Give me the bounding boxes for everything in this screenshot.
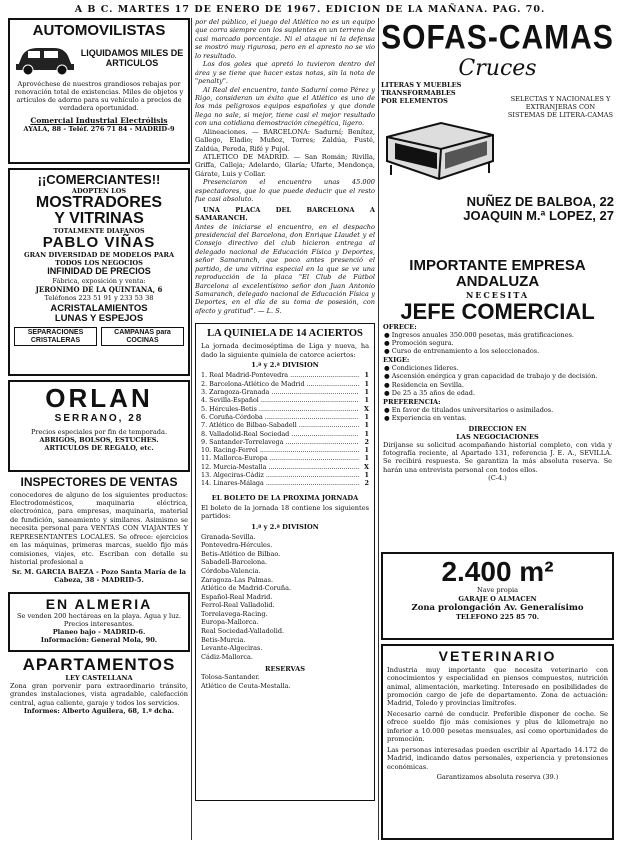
ad-crystal2: LUNAS Y ESPEJOS (54, 313, 144, 325)
ad-address: Sr. M. GARCIA BAEZA - Pozo Santa María de la Cabeza, 38 - MADRID-5. (11, 567, 187, 584)
reserve-match: Tolosa-Santander. (201, 673, 260, 682)
next-match: Cádiz-Mallorca. (201, 652, 253, 661)
quiniela-row (201, 396, 369, 404)
next-match: Levante-Algeciras. (201, 644, 263, 653)
reserve-match: Atlético de Ceuta-Mestalla. (201, 681, 291, 690)
bullet-item: ● En favor de titulados universitarios o asimilados. (384, 405, 554, 414)
bullet-item: ● Promoción segura. (384, 339, 454, 348)
ad-line2: POR ELEMENTOS (381, 96, 448, 105)
quiniela-match: 7. Atlético de Bilbao-Sabadell ..... (201, 421, 359, 429)
quiniela-match: 1. Real Madrid-Pontevedra ..... (201, 371, 359, 379)
quiniela-sign: 1 (364, 371, 369, 380)
article-p1: por del público, el juego del Atlético no es un equipo que corra siempre con los suplentes en un terreno de casi marcado porcentaje. Ni el ataque ni la defensa se mostró muy rigurosa, pero en el apresto no se vio lo resultado. (195, 18, 375, 60)
next-match: Córdoba-Valencia. (201, 566, 261, 575)
next-matches (201, 533, 369, 662)
article-p3: Al Real del encuentro, tanto Sadurní como Pérez y Rigo, consideran un éxito que el Atlético es uno de los más peligrosos equipos españoles y que donde llega no sale, si mejor, tiene casi el mejor resultado con una cotidiana demostración cinegética, ligero. (195, 85, 375, 128)
quiniela-sign: 1 (364, 429, 369, 438)
ad-addr1: NUÑEZ DE BALBOA, 22 (466, 194, 614, 210)
ad-title: 2.400 m² (441, 556, 554, 587)
ad-automovilistas (8, 18, 190, 164)
ad-title: APARTAMENTOS (22, 655, 176, 674)
quiniela-sign: X (364, 462, 369, 471)
ad-company: Comercial Industrial Electrólisis (30, 115, 168, 125)
next-title: EL BOLETO DE LA PROXIMA JORNADA (211, 493, 359, 502)
req-list (383, 364, 612, 398)
ad-crystal: ACRISTALAMIENTOS (50, 303, 148, 315)
next-match: Real Sociedad-Valladolid. (201, 627, 285, 636)
next-match: Betis-Atlético de Bilbao. (201, 549, 281, 558)
ad-info: Información: General Mola, 90. (40, 636, 158, 645)
quiniela-row (201, 446, 369, 454)
quiniela-sign: 1 (364, 421, 369, 430)
next-match: Español-Real Madrid. (201, 592, 273, 601)
ad-plan: Planeo bajo - MADRID-6. (52, 628, 146, 637)
ad-address: AYALA, 88 - Teléf. 276 71 84 - MADRID-9 (23, 124, 175, 133)
quiniela-match: 11. Mallorca-Europa ..... (201, 454, 359, 462)
quiniela-match: 8. Valladolid-Real Sociedad ..... (201, 430, 359, 438)
ad-title: INSPECTORES DE VENTAS (20, 475, 178, 489)
offer-label: OFRECE: (383, 322, 417, 331)
next-match: Torrelavega-Racing. (201, 609, 268, 618)
bullet-item: ● Ingresos anuales 350.000 pesetas, más gratificaciones. (384, 330, 574, 339)
column-article (195, 18, 375, 801)
ad-sub: LEY CASTELLANA (65, 673, 133, 682)
next-match: Europa-Mallorca. (201, 618, 259, 627)
ad-title: IMPORTANTE EMPRESA ANDALUZA (409, 257, 586, 290)
car-icon (14, 42, 76, 76)
ad-sub: Nave propia (476, 586, 519, 595)
ad-phone: TELEFONO 225 85 70. (455, 612, 540, 621)
quiniela-row (201, 430, 369, 438)
next-match: Granada-Sevilla. (201, 532, 256, 541)
bullet-item: ● Experiencia en ventas. (384, 414, 467, 423)
quiniela-sign: 1 (364, 471, 369, 480)
quiniela-row (201, 479, 369, 487)
pref-list (383, 406, 612, 423)
ad-address: JERONIMO DE LA QUINTANA, 6 (35, 285, 163, 295)
bullet-item: ● Residencia en Sevilla. (384, 380, 464, 389)
quiniela-row (201, 388, 369, 396)
quiniela-row (201, 454, 369, 462)
ad-line1: MOSTRADORES (35, 193, 163, 211)
ad-line1: LITERAS Y MUEBLES TRANSFORMABLES (381, 80, 462, 97)
bullet-item: ● Ascensión enérgica y gran capacidad de trabajo y de decisión. (384, 372, 598, 381)
article-lineup-barcelona: Alineaciones. — BARCELONA: Sadurní; Benítez, Gallego, Eladio; Muñoz, Torres; Zaldúa, Fusté, Zaldúa, Pereda, Rifé y Pujol. (195, 127, 375, 153)
ad-phones: Teléfonos 223 51 91 y 233 53 38 (44, 294, 154, 303)
quiniela-row (201, 405, 369, 413)
ref: (C-4.) (488, 474, 507, 483)
article-p2: Los dos goles que apretó lo tuvieron dentro del área y se tiene que hacer estas notas, sin la nota de "penalty". (195, 60, 375, 86)
quiniela-title: LA QUINIELA DE 14 ACIERTOS (207, 328, 363, 340)
next-division: 1.ª y 2.ª DIVISION (251, 522, 319, 531)
next-match: Betis-Murcia. (201, 635, 246, 644)
ad-title: AUTOMOVILISTAS (32, 22, 166, 39)
ad-zone: Zona prolongación Av. Generalísimo (411, 602, 584, 613)
quiniela-division: 1.ª y 2.ª DIVISION (251, 361, 319, 370)
quiniela-row (201, 421, 369, 429)
bullet-item: ● Condiciones líderes. (384, 363, 459, 372)
ad-use: GARAJE O ALMACEN (458, 594, 537, 603)
quiniela-intro: La jornada decimoséptima de Liga y nueva, ha dado la siguiente quiniela de catorce aciertos: (201, 342, 369, 359)
quiniela-row (201, 371, 369, 379)
next-match: Pontevedra-Hércules. (201, 541, 273, 550)
ad-position: JEFE COMERCIAL (400, 298, 595, 324)
ad-apartamentos (8, 656, 190, 742)
quiniela-row (201, 471, 369, 479)
quiniela-results (201, 371, 369, 488)
column-rule (191, 18, 192, 840)
bullet-item: ● Curso de entrenamiento a los seleccionados. (384, 347, 540, 356)
quiniela-sign: 1 (364, 379, 369, 388)
quiniela-sign: 1 (364, 396, 369, 405)
column-rule (378, 18, 379, 840)
quiniela-match: 10. Racing-Ferrol ..... (201, 446, 359, 454)
ad-addr2: JOAQUIN M.ª LOPEZ, 27 (463, 207, 614, 223)
ad-box-separaciones: SEPARACIONES CRISTALERAS (14, 327, 97, 346)
quiniela-sign: 2 (364, 479, 369, 488)
quiniela-match: 13. Algeciras-Cádiz ..... (201, 471, 359, 479)
quiniela-sign: 1 (364, 387, 369, 396)
next-match: Ferrol-Real Valladolid. (201, 601, 275, 610)
ad-sofas-camas (381, 18, 614, 254)
ad-comerciantes (8, 168, 190, 376)
quiniela-sign: 1 (364, 454, 369, 463)
ad-body: conocedores de alguno de los siguientes productos: Electrodomésticos, maquinaria eléctrica, electroónica, para empresas, maquinaria, material de fundición, saneamiento y similares. Asimismo se necesita personal para VENTAS CON VIAJANTES Y REPRESENTANTES LOCALES. Se ofrece: ejercicios en las máquinas, primeras marcas, sueldo fijo más comisiones, viajes, etc. Escriban con detalle su historial profesional a (10, 490, 188, 567)
ad-title: ORLAN (45, 383, 153, 413)
ad-orlan (8, 380, 190, 472)
mgmt2: LAS NEGOCIACIONES (456, 432, 539, 441)
ad-reserve: Garantizamos absoluta reserva (39.) (436, 772, 559, 781)
ad-title: VETERINARIO (438, 648, 557, 664)
ad-apply: Las personas interesadas pueden escribir al Apartado 14.172 de Madrid, indicando datos personales, experiencia y pretensiones económicas. (387, 745, 608, 771)
ad-body: Zona gran porvenir para extraordinario tránsito, grandes instalaciones, vista agradable, calefacción central, agua caliente, garaje y todos los servicios. (10, 681, 188, 707)
ad-info: Informes: Alberto Aguilera, 68, 1.º dcha. (23, 707, 175, 716)
quiniela-sign: 1 (364, 412, 369, 421)
quiniela-row (201, 438, 369, 446)
ad-brand: Cruces (458, 55, 537, 81)
ad-body: Se venden 200 hectáreas en la playa. Agua y luz. Precios interesantes. (17, 611, 181, 628)
ad-sub2: TOTALMENTE DIAFANOS (53, 228, 145, 236)
ad-body: Precios especiales por fin de temporada. (30, 427, 168, 436)
ad-title: SOFAS-CAMAS (381, 18, 614, 57)
ad-title: EN ALMERIA (45, 596, 153, 612)
ad-title: ¡¡COMERCIANTES!! (37, 172, 161, 187)
ad-garaje (381, 552, 614, 640)
article-p4: Presenciaron el encuentro unas 45.000 espectadores, que lo que puede deducir que el resto fue casi absoluto. (195, 178, 375, 204)
quiniela-match: 4. Sevilla-Español ..... (201, 396, 359, 404)
ad-gifts: ARTICULOS DE REGALO, etc. (44, 444, 154, 453)
ad-almeria (8, 592, 190, 652)
article-heading: UNA PLACA DEL BARCELONA A SAMARANCH. (195, 205, 375, 223)
bullet-item: ● De 25 a 35 años de edad. (384, 389, 476, 398)
offer-list (383, 331, 612, 356)
column-ads-right (381, 18, 614, 844)
next-intro: El boleto de la jornada 18 contiene los siguientes partidos: (201, 503, 369, 521)
pref-label: PREFERENCIA: (383, 397, 441, 406)
next-match: Sabadell-Barcelona. (201, 558, 268, 567)
quiniela-row (201, 413, 369, 421)
ad-veterinario (381, 644, 614, 840)
ad-line2: Y VITRINAS (54, 210, 144, 228)
quiniela-row (201, 463, 369, 471)
ad-needs: NECESITA (465, 289, 530, 300)
ad-inspectores (8, 476, 190, 588)
article-p5: Antes de iniciarse el encuentro, en el despacho presidencial del Barcelona, don Enrique Llaudet y el Consejo directivo del club hicieron entrega al delegado nacional de Educación Física y Deportes, señor Samaranch, que poco antes presenció el partido, de una vitrina especial en la que se ve una reproducción de la placa "El Club de Fútbol Barcelona al excelentísimo señor don Juan Antonio Samaranch, delegado nacional de Educación Física y Deportes, en el día de su toma de posesión, con afecto y gratitud". — L. S. (195, 222, 375, 315)
quiniela-box (195, 323, 375, 801)
reserves-title: RESERVAS (264, 665, 306, 674)
quiniela-sign: X (364, 404, 369, 413)
ad-box-campanas: CAMPANAS para COCINAS (101, 327, 184, 346)
next-match: Atlético de Madrid-Coruña. (201, 584, 292, 593)
ad-models: GRAN DIVERSIDAD DE MODELOS PARA TODOS LOS NEGOCIOS (23, 250, 175, 268)
req-label: EXIGE: (383, 355, 410, 364)
quiniela-match: 2. Barcelona-Atlético de Madrid ..... (201, 380, 359, 388)
article-lineup-atletico: ATLETICO DE MADRID. — San Román; Rivilla, Griffa, Calleja; Adelardo, Glaría; Ufarte, Mendonça, Gárate, Luis y Collar. (195, 153, 375, 178)
quiniela-match: 14. Linares-Málaga ..... (201, 479, 359, 487)
ad-offer: LIQUIDAMOS MILES DE ARTICULOS (80, 48, 184, 68)
page-header: A B C. MARTES 17 DE ENERO DE 1967. EDICION DE LA MAÑANA. PAG. 70. (74, 4, 546, 15)
ad-infinity: INFINIDAD DE PRECIOS (47, 266, 151, 277)
apply: Diríjanse su solicitud acompañando historial completo, con vida y fotografía reciente, al Apartado 131, referencia J. E. A., SEVILLA. Se recibirá respuesta. Se garantiza la más absoluta reserva. Se harán una entrevista personal con todos ellos. (383, 440, 612, 474)
quiniela-sign: 2 (364, 437, 369, 446)
reserves (201, 673, 369, 690)
mgmt1: DIRECCION EN (468, 424, 527, 433)
quiniela-match: 5. Hércules-Betis ..... (201, 405, 359, 413)
quiniela-match: 3. Zaragoza-Granada ..... (201, 388, 359, 396)
ad-address: SERRANO, 28 (54, 413, 144, 425)
ad-side: SELECTAS Y NACIONALES Y EXTRANJERAS CON SISTEMAS DE LITERA-CAMAS (507, 94, 614, 119)
ad-req: Necesario carné de conducir. Preferible disponer de coche. Se ofrece sueldo fijo más comisiones y plus de kilometraje no inferior a 10.000 pesetas mensuales, así como oportunidades de promoción. (387, 709, 608, 744)
quiniela-match: 6. Coruña-Córdoba ..... (201, 413, 359, 421)
sofa-bed-icon (381, 109, 499, 189)
quiniela-match: 12. Murcia-Mestalla ..... (201, 463, 359, 471)
quiniela-row (201, 380, 369, 388)
ad-body: Industria muy importante que necesita veterinario con conocimientos y especialidad en piensos compuestos, nutrición animal, alimentación, marketing. Interesado en posibilidades de promoción cargo de jefe de departamento. Zona de actuación: Madrid, Toledo y provincias limítrofes. (387, 665, 608, 708)
ad-sub: ADOPTEN LOS (71, 186, 127, 195)
quiniela-match: 9. Santander-Torrelavega ..... (201, 438, 359, 446)
ad-brand: PABLO VIÑAS (42, 234, 156, 252)
quiniela-sign: 1 (364, 446, 369, 455)
next-match: Zaragoza-Las Palmas. (201, 575, 274, 584)
ad-importante-empresa (381, 258, 614, 548)
ad-items: ABRIGOS, BOLSOS, ESTUCHES. (39, 436, 159, 445)
ad-factory: Fábrica, exposición y venta: (52, 276, 146, 285)
column-ads-left (8, 18, 190, 746)
ad-body: Aprovéchese de nuestros grandiosos rebajas por renovación total de existencias. Miles de objetos y artículos de adorno para su vehículo a precios de verdadera oportunidad. (14, 79, 184, 113)
